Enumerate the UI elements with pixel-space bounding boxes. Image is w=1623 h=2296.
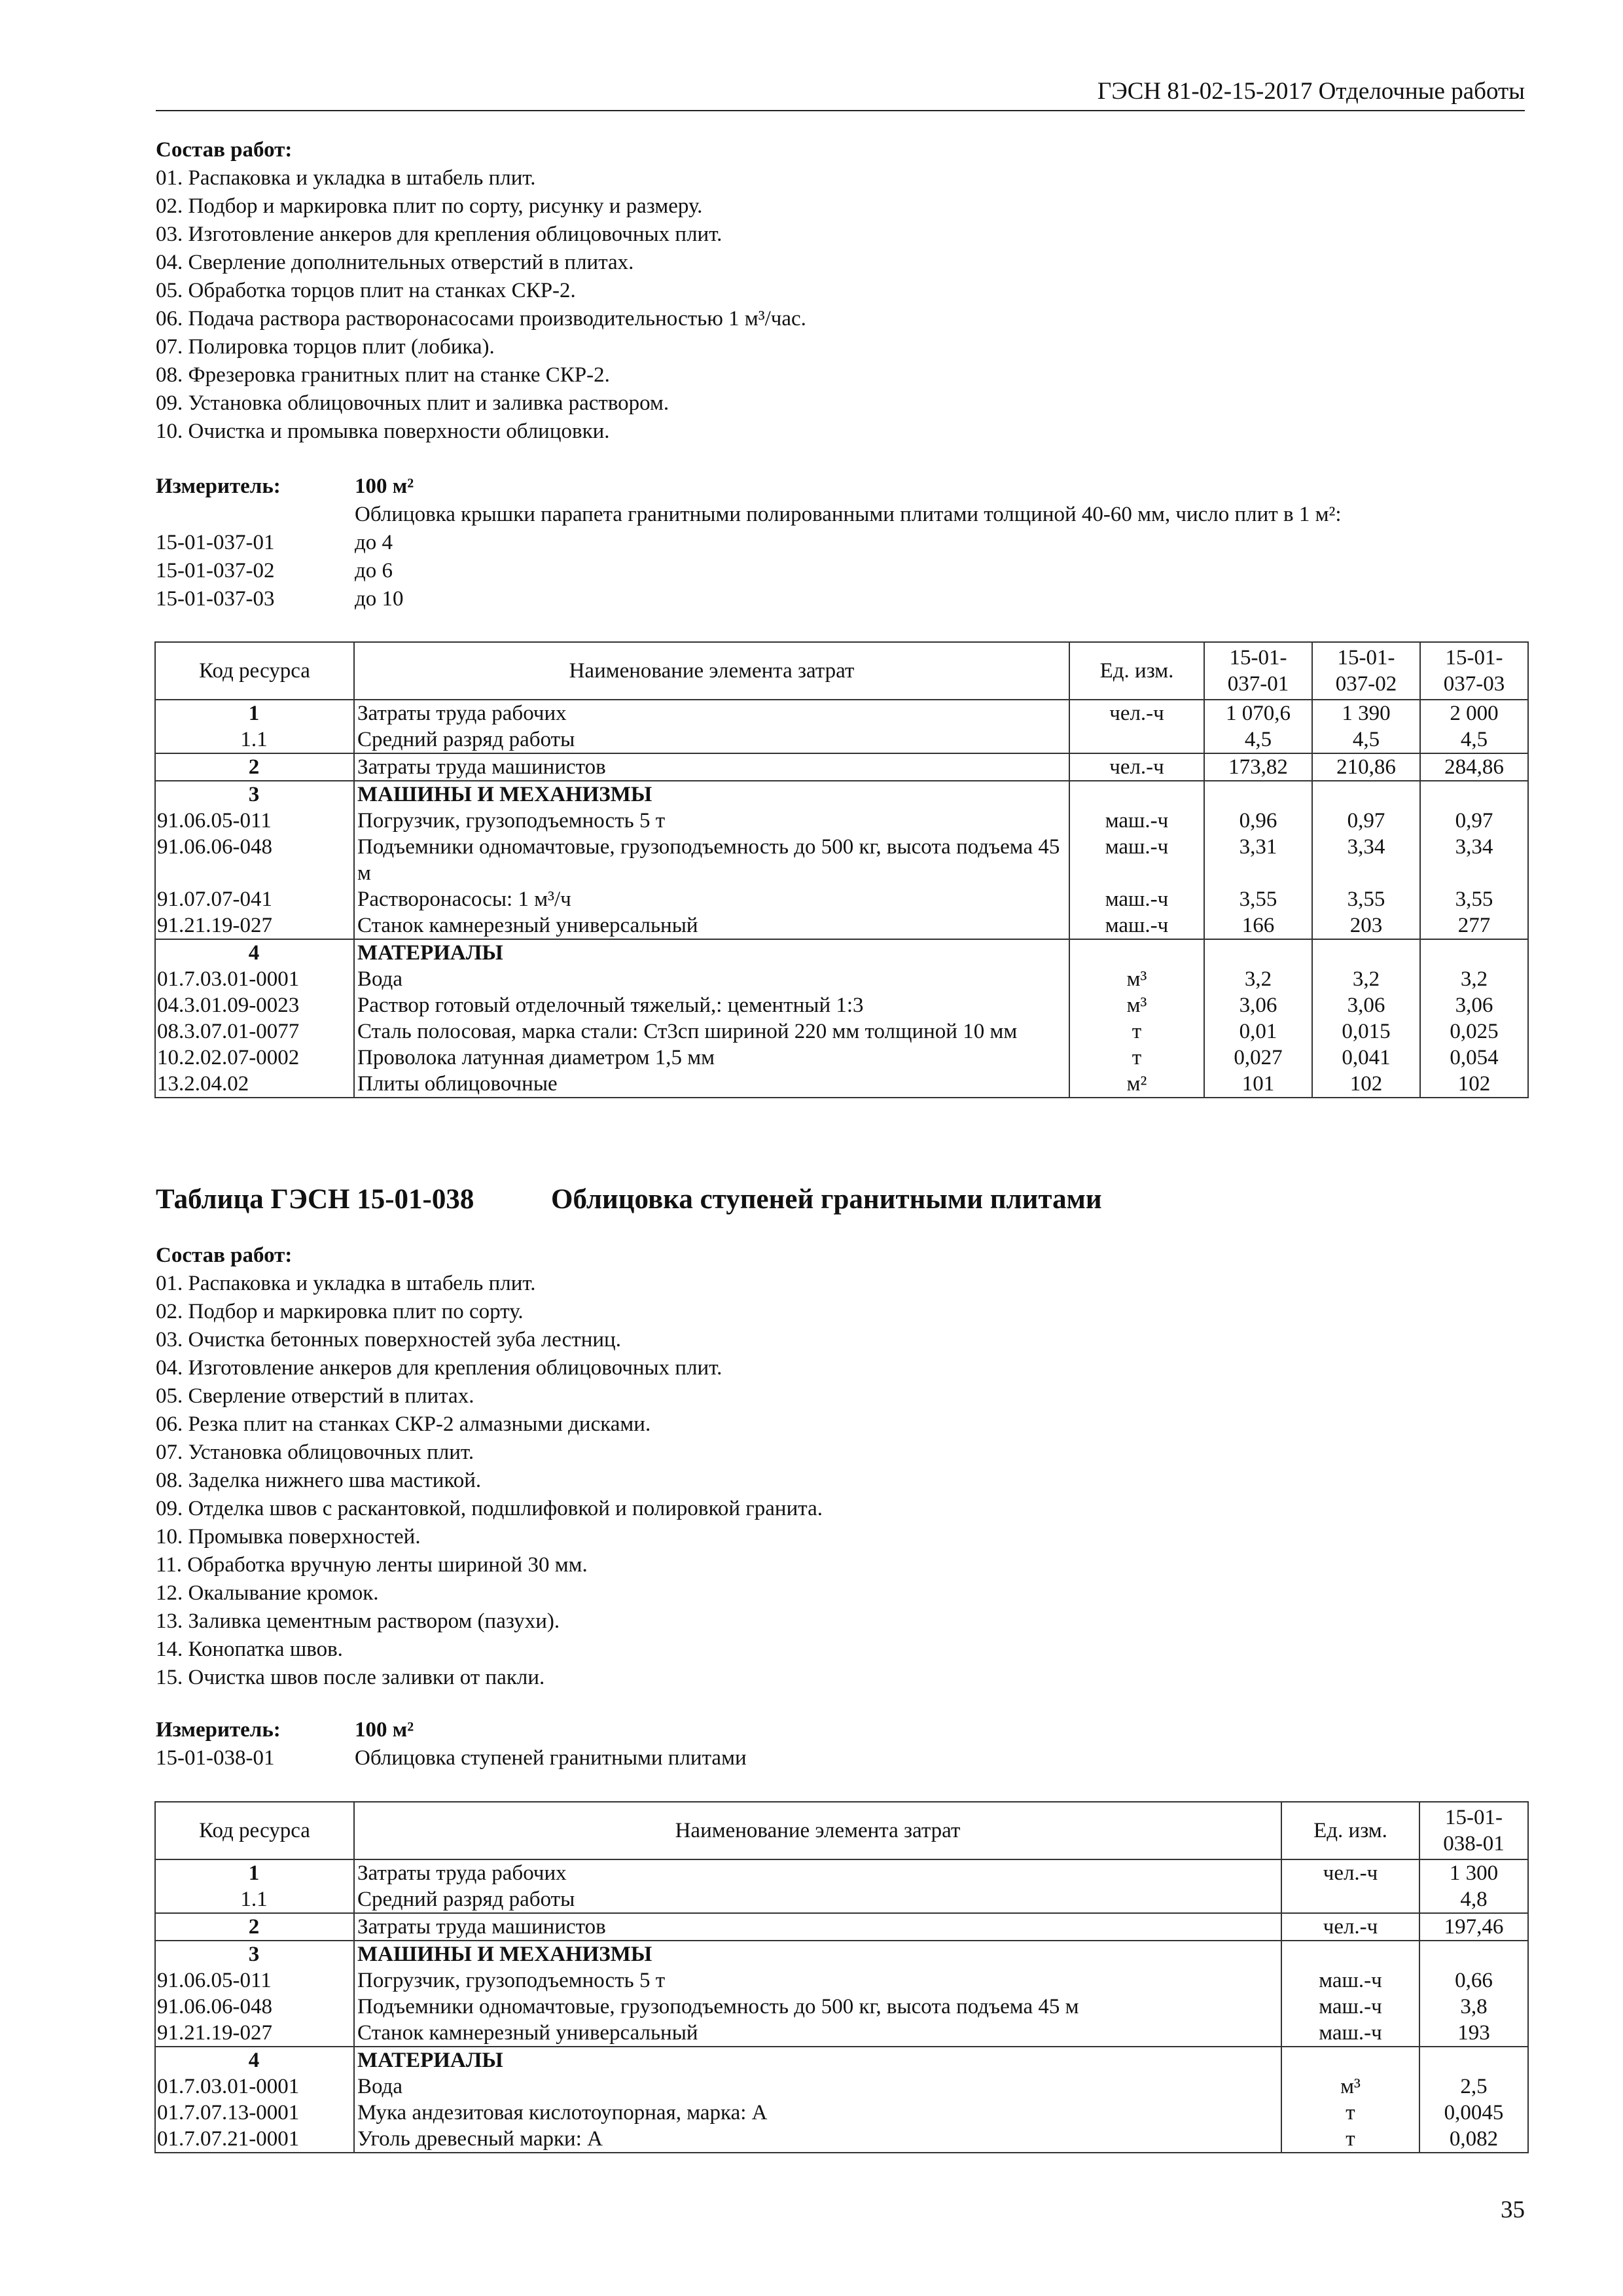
- column-header: 15-01- 037-02: [1312, 642, 1420, 700]
- composition-item: 11. Обработка вручную ленты шириной 30 мм.: [156, 1553, 588, 1577]
- composition-item: 10. Очистка и промывка поверхности облицовки.: [156, 420, 610, 443]
- value-cell: [1204, 781, 1312, 808]
- table-row: [155, 1018, 1528, 1045]
- value-cell: [1419, 1941, 1528, 1967]
- cost-element-name: Средний разряд работы: [354, 726, 1069, 753]
- unit-cell: маш.-ч: [1281, 2020, 1419, 2047]
- rate-description: до 10: [355, 587, 404, 611]
- value-cell: 4,5: [1204, 726, 1312, 753]
- composition-item: 03. Очистка бетонных поверхностей зуба лестниц.: [156, 1328, 621, 1352]
- value-cell: 3,06: [1420, 992, 1528, 1018]
- unit-cell: [1281, 1941, 1419, 1967]
- resource-code: 1: [155, 1859, 354, 1886]
- cost-element-name: МАТЕРИАЛЫ: [354, 2047, 1281, 2073]
- cost-element-name: Растворонасосы: 1 м³/ч: [354, 886, 1069, 912]
- unit-cell: маш.-ч: [1281, 1967, 1419, 1994]
- composition-item: 09. Отделка швов с раскантовкой, подшлифовкой и полировкой гранита.: [156, 1497, 823, 1520]
- rate-code: 15-01-037-03: [156, 587, 275, 611]
- value-cell: 193: [1419, 2020, 1528, 2047]
- column-header: Код ресурса: [155, 642, 354, 700]
- resource-code: 91.06.05-011: [155, 1967, 354, 1994]
- table-row: [155, 966, 1528, 992]
- composition-item: 14. Конопатка швов.: [156, 1638, 343, 1661]
- value-cell: 0,054: [1420, 1045, 1528, 1071]
- value-cell: 166: [1204, 912, 1312, 939]
- value-cell: [1419, 2047, 1528, 2073]
- table-row: [155, 1071, 1528, 1098]
- rate-code: 15-01-037-02: [156, 559, 275, 583]
- value-cell: 3,34: [1420, 834, 1528, 886]
- value-cell: 0,97: [1312, 808, 1420, 834]
- value-cell: 3,31: [1204, 834, 1312, 886]
- cost-element-name: Погрузчик, грузоподъемность 5 т: [354, 1967, 1281, 1994]
- cost-element-name: Станок камнерезный универсальный: [354, 2020, 1281, 2047]
- composition-item: 15. Очистка швов после заливки от пакли.: [156, 1666, 545, 1689]
- value-cell: 3,55: [1204, 886, 1312, 912]
- composition-item: 04. Изготовление анкеров для крепления облицовочных плит.: [156, 1356, 722, 1380]
- rate-code: 15-01-037-01: [156, 531, 275, 554]
- page-number: 35: [1501, 2197, 1525, 2223]
- table-row: [155, 1913, 1528, 1941]
- table-row: [155, 726, 1528, 753]
- page-header: ГЭСН 81-02-15-2017 Отделочные работы: [156, 77, 1525, 111]
- measure-value: 100 м²: [355, 1718, 414, 1742]
- resource-code: 08.3.07.01-0077: [155, 1018, 354, 1045]
- table-row: [155, 700, 1528, 726]
- table-row: [155, 1859, 1528, 1886]
- resource-code: 91.06.06-048: [155, 1994, 354, 2020]
- unit-cell: м³: [1069, 966, 1204, 992]
- value-cell: 210,86: [1312, 753, 1420, 781]
- resource-code: 91.07.07-041: [155, 886, 354, 912]
- value-cell: 2,5: [1419, 2073, 1528, 2100]
- cost-element-name: Средний разряд работы: [354, 1886, 1281, 1913]
- composition-block-2: [156, 1242, 1527, 1692]
- value-cell: 1 070,6: [1204, 700, 1312, 726]
- value-cell: 102: [1312, 1071, 1420, 1098]
- value-cell: 3,2: [1420, 966, 1528, 992]
- resource-code: 3: [155, 781, 354, 808]
- column-header: 15-01- 038-01: [1419, 1802, 1528, 1859]
- unit-cell: чел.-ч: [1069, 753, 1204, 781]
- composition-item: 08. Фрезеровка гранитных плит на станке СКР-2.: [156, 363, 610, 387]
- unit-cell: т: [1069, 1018, 1204, 1045]
- cost-element-name: Плиты облицовочные: [354, 1071, 1069, 1098]
- value-cell: [1312, 781, 1420, 808]
- value-cell: 0,0045: [1419, 2100, 1528, 2126]
- value-cell: 3,34: [1312, 834, 1420, 886]
- cost-element-name: МАШИНЫ И МЕХАНИЗМЫ: [354, 1941, 1281, 1967]
- resource-code: 4: [155, 2047, 354, 2073]
- table-row: [155, 1994, 1528, 2020]
- unit-cell: маш.-ч: [1069, 886, 1204, 912]
- column-header: Ед. изм.: [1069, 642, 1204, 700]
- unit-cell: чел.-ч: [1281, 1859, 1419, 1886]
- value-cell: 0,66: [1419, 1967, 1528, 1994]
- rate-description: до 6: [355, 559, 393, 583]
- table-row: [155, 2126, 1528, 2153]
- value-cell: 1 300: [1419, 1859, 1528, 1886]
- code-row: [156, 529, 1527, 557]
- cost-element-name: Погрузчик, грузоподъемность 5 т: [354, 808, 1069, 834]
- unit-cell: чел.-ч: [1281, 1913, 1419, 1941]
- value-cell: [1204, 939, 1312, 966]
- table-row: [155, 1886, 1528, 1913]
- table-row: [155, 2047, 1528, 2073]
- value-cell: 284,86: [1420, 753, 1528, 781]
- resource-code: 91.21.19-027: [155, 912, 354, 939]
- value-cell: 4,5: [1312, 726, 1420, 753]
- table-row: [155, 992, 1528, 1018]
- value-cell: 0,041: [1312, 1045, 1420, 1071]
- table-number: Таблица ГЭСН 15-01-038: [156, 1184, 474, 1215]
- measure-block-2: [156, 1716, 1527, 1772]
- composition-item: 01. Распаковка и укладка в штабель плит.: [156, 166, 536, 190]
- table-row: [155, 1045, 1528, 1071]
- resource-code: 01.7.03.01-0001: [155, 2073, 354, 2100]
- unit-cell: маш.-ч: [1069, 912, 1204, 939]
- unit-cell: м³: [1069, 992, 1204, 1018]
- table-row: [155, 781, 1528, 808]
- unit-cell: м²: [1069, 1071, 1204, 1098]
- rate-description: Облицовка ступеней гранитными плитами: [355, 1746, 747, 1770]
- resource-code: 1.1: [155, 1886, 354, 1913]
- unit-cell: [1069, 726, 1204, 753]
- measure-value: 100 м²: [355, 475, 414, 498]
- column-header: Наименование элемента затрат: [354, 642, 1069, 700]
- measure-label: Измеритель:: [156, 1718, 281, 1742]
- table-row: [155, 753, 1528, 781]
- value-cell: 2 000: [1420, 700, 1528, 726]
- value-cell: 0,97: [1420, 808, 1528, 834]
- code-list: [156, 529, 1527, 613]
- value-cell: 0,025: [1420, 1018, 1528, 1045]
- composition-item: 05. Сверление отверстий в плитах.: [156, 1384, 474, 1408]
- cost-element-name: Станок камнерезный универсальный: [354, 912, 1069, 939]
- value-cell: 102: [1420, 1071, 1528, 1098]
- code-row: [156, 557, 1527, 585]
- unit-cell: маш.-ч: [1069, 834, 1204, 886]
- composition-item: 03. Изготовление анкеров для крепления облицовочных плит.: [156, 223, 722, 246]
- table-row: [155, 834, 1528, 886]
- resource-code: 91.06.06-048: [155, 834, 354, 886]
- cost-element-name: Мука андезитовая кислотоупорная, марка: А: [354, 2100, 1281, 2126]
- unit-cell: маш.-ч: [1281, 1994, 1419, 2020]
- table-row: [155, 939, 1528, 966]
- composition-item: 07. Установка облицовочных плит.: [156, 1441, 474, 1464]
- value-cell: 0,96: [1204, 808, 1312, 834]
- resource-code: 01.7.03.01-0001: [155, 966, 354, 992]
- unit-cell: чел.-ч: [1069, 700, 1204, 726]
- cost-element-name: Уголь древесный марки: А: [354, 2126, 1281, 2153]
- value-cell: 277: [1420, 912, 1528, 939]
- value-cell: 3,06: [1204, 992, 1312, 1018]
- cost-element-name: Раствор готовый отделочный тяжелый,: цементный 1:3: [354, 992, 1069, 1018]
- cost-element-name: Затраты труда рабочих: [354, 1859, 1281, 1886]
- column-header: Код ресурса: [155, 1802, 354, 1859]
- composition-item: 09. Установка облицовочных плит и заливка раствором.: [156, 391, 669, 415]
- value-cell: 203: [1312, 912, 1420, 939]
- resource-code: 3: [155, 1941, 354, 1967]
- resource-code: 01.7.07.13-0001: [155, 2100, 354, 2126]
- cost-element-name: Подъемники одномачтовые, грузоподъемность до 500 кг, высота подъема 45 м: [354, 834, 1069, 886]
- value-cell: 173,82: [1204, 753, 1312, 781]
- table-row: [155, 2100, 1528, 2126]
- measure-label: Измеритель:: [156, 475, 281, 498]
- column-header: Наименование элемента затрат: [354, 1802, 1281, 1859]
- value-cell: 0,082: [1419, 2126, 1528, 2153]
- value-cell: 3,06: [1312, 992, 1420, 1018]
- composition-block-1: [156, 136, 1527, 446]
- table-row: [155, 1941, 1528, 1967]
- cost-element-name: Затраты труда рабочих: [354, 700, 1069, 726]
- resource-code: 1: [155, 700, 354, 726]
- unit-cell: т: [1281, 2100, 1419, 2126]
- table-title: Облицовка ступеней гранитными плитами: [551, 1184, 1102, 1215]
- value-cell: 0,027: [1204, 1045, 1312, 1071]
- unit-cell: т: [1281, 2126, 1419, 2153]
- cost-table-2: [154, 1801, 1529, 2153]
- unit-cell: [1069, 781, 1204, 808]
- composition-item: 07. Полировка торцов плит (лобика).: [156, 335, 495, 359]
- resource-code: 91.06.05-011: [155, 808, 354, 834]
- value-cell: 3,8: [1419, 1994, 1528, 2020]
- table-row: [155, 1967, 1528, 1994]
- value-cell: [1312, 939, 1420, 966]
- value-cell: 197,46: [1419, 1913, 1528, 1941]
- value-cell: 3,55: [1420, 886, 1528, 912]
- cost-element-name: Подъемники одномачтовые, грузоподъемность до 500 кг, высота подъема 45 м: [354, 1994, 1281, 2020]
- resource-code: 91.21.19-027: [155, 2020, 354, 2047]
- composition-item: 05. Обработка торцов плит на станках СКР-2.: [156, 279, 576, 302]
- value-cell: [1420, 939, 1528, 966]
- composition-title: Состав работ:: [156, 138, 293, 162]
- table-row: [155, 808, 1528, 834]
- value-cell: [1420, 781, 1528, 808]
- value-cell: 4,8: [1419, 1886, 1528, 1913]
- value-cell: 101: [1204, 1071, 1312, 1098]
- cost-element-name: МАТЕРИАЛЫ: [354, 939, 1069, 966]
- code-row: [156, 1744, 1527, 1772]
- composition-item: 08. Заделка нижнего шва мастикой.: [156, 1469, 482, 1492]
- resource-code: 10.2.02.07-0002: [155, 1045, 354, 1071]
- unit-cell: [1069, 939, 1204, 966]
- resource-code: 01.7.07.21-0001: [155, 2126, 354, 2153]
- rate-code: 15-01-038-01: [156, 1746, 275, 1770]
- composition-list: [156, 164, 1527, 446]
- code-row: [156, 585, 1527, 613]
- cost-element-name: Затраты труда машинистов: [354, 753, 1069, 781]
- table-row: [155, 912, 1528, 939]
- column-header: 15-01- 037-03: [1420, 642, 1528, 700]
- resource-code: 2: [155, 753, 354, 781]
- measure-block-1: [156, 473, 1527, 613]
- cost-element-name: Затраты труда машинистов: [354, 1913, 1281, 1941]
- resource-code: 2: [155, 1913, 354, 1941]
- composition-item: 06. Подача раствора растворонасосами производительностью 1 м³/час.: [156, 307, 806, 331]
- composition-item: 01. Распаковка и укладка в штабель плит.: [156, 1272, 536, 1295]
- composition-item: 02. Подбор и маркировка плит по сорту.: [156, 1300, 524, 1323]
- table-row: [155, 886, 1528, 912]
- cost-element-name: МАШИНЫ И МЕХАНИЗМЫ: [354, 781, 1069, 808]
- unit-cell: маш.-ч: [1069, 808, 1204, 834]
- rate-description: до 4: [355, 531, 393, 554]
- unit-cell: м³: [1281, 2073, 1419, 2100]
- value-cell: 1 390: [1312, 700, 1420, 726]
- composition-item: 06. Резка плит на станках СКР-2 алмазными дисками.: [156, 1412, 651, 1436]
- value-cell: 0,015: [1312, 1018, 1420, 1045]
- composition-title: Состав работ:: [156, 1244, 293, 1267]
- resource-code: 13.2.04.02: [155, 1071, 354, 1098]
- value-cell: 3,2: [1312, 966, 1420, 992]
- column-header: Ед. изм.: [1281, 1802, 1419, 1859]
- value-cell: 3,55: [1312, 886, 1420, 912]
- measure-description: Облицовка крышки парапета гранитными полированными плитами толщиной 40-60 мм, число плит в 1 м²:: [355, 503, 1342, 526]
- unit-cell: [1281, 1886, 1419, 1913]
- unit-cell: [1281, 2047, 1419, 2073]
- unit-cell: т: [1069, 1045, 1204, 1071]
- composition-item: 10. Промывка поверхностей.: [156, 1525, 421, 1549]
- composition-item: 13. Заливка цементным раствором (пазухи).: [156, 1609, 560, 1633]
- cost-element-name: Проволока латунная диаметром 1,5 мм: [354, 1045, 1069, 1071]
- code-list: [156, 1744, 1527, 1772]
- resource-code: 1.1: [155, 726, 354, 753]
- composition-item: 04. Сверление дополнительных отверстий в плитах.: [156, 251, 634, 274]
- resource-code: 04.3.01.09-0023: [155, 992, 354, 1018]
- column-header: 15-01- 037-01: [1204, 642, 1312, 700]
- table-row: [155, 2073, 1528, 2100]
- cost-table-1: [154, 641, 1529, 1098]
- cost-element-name: Сталь полосовая, марка стали: Ст3сп шириной 220 мм толщиной 10 мм: [354, 1018, 1069, 1045]
- cost-element-name: Вода: [354, 966, 1069, 992]
- cost-element-name: Вода: [354, 2073, 1281, 2100]
- value-cell: 0,01: [1204, 1018, 1312, 1045]
- composition-item: 12. Окалывание кромок.: [156, 1581, 379, 1605]
- value-cell: 3,2: [1204, 966, 1312, 992]
- resource-code: 4: [155, 939, 354, 966]
- table-row: [155, 2020, 1528, 2047]
- value-cell: 4,5: [1420, 726, 1528, 753]
- composition-item: 02. Подбор и маркировка плит по сорту, рисунку и размеру.: [156, 194, 703, 218]
- table-heading: [156, 1183, 1102, 1215]
- composition-list: [156, 1270, 1527, 1692]
